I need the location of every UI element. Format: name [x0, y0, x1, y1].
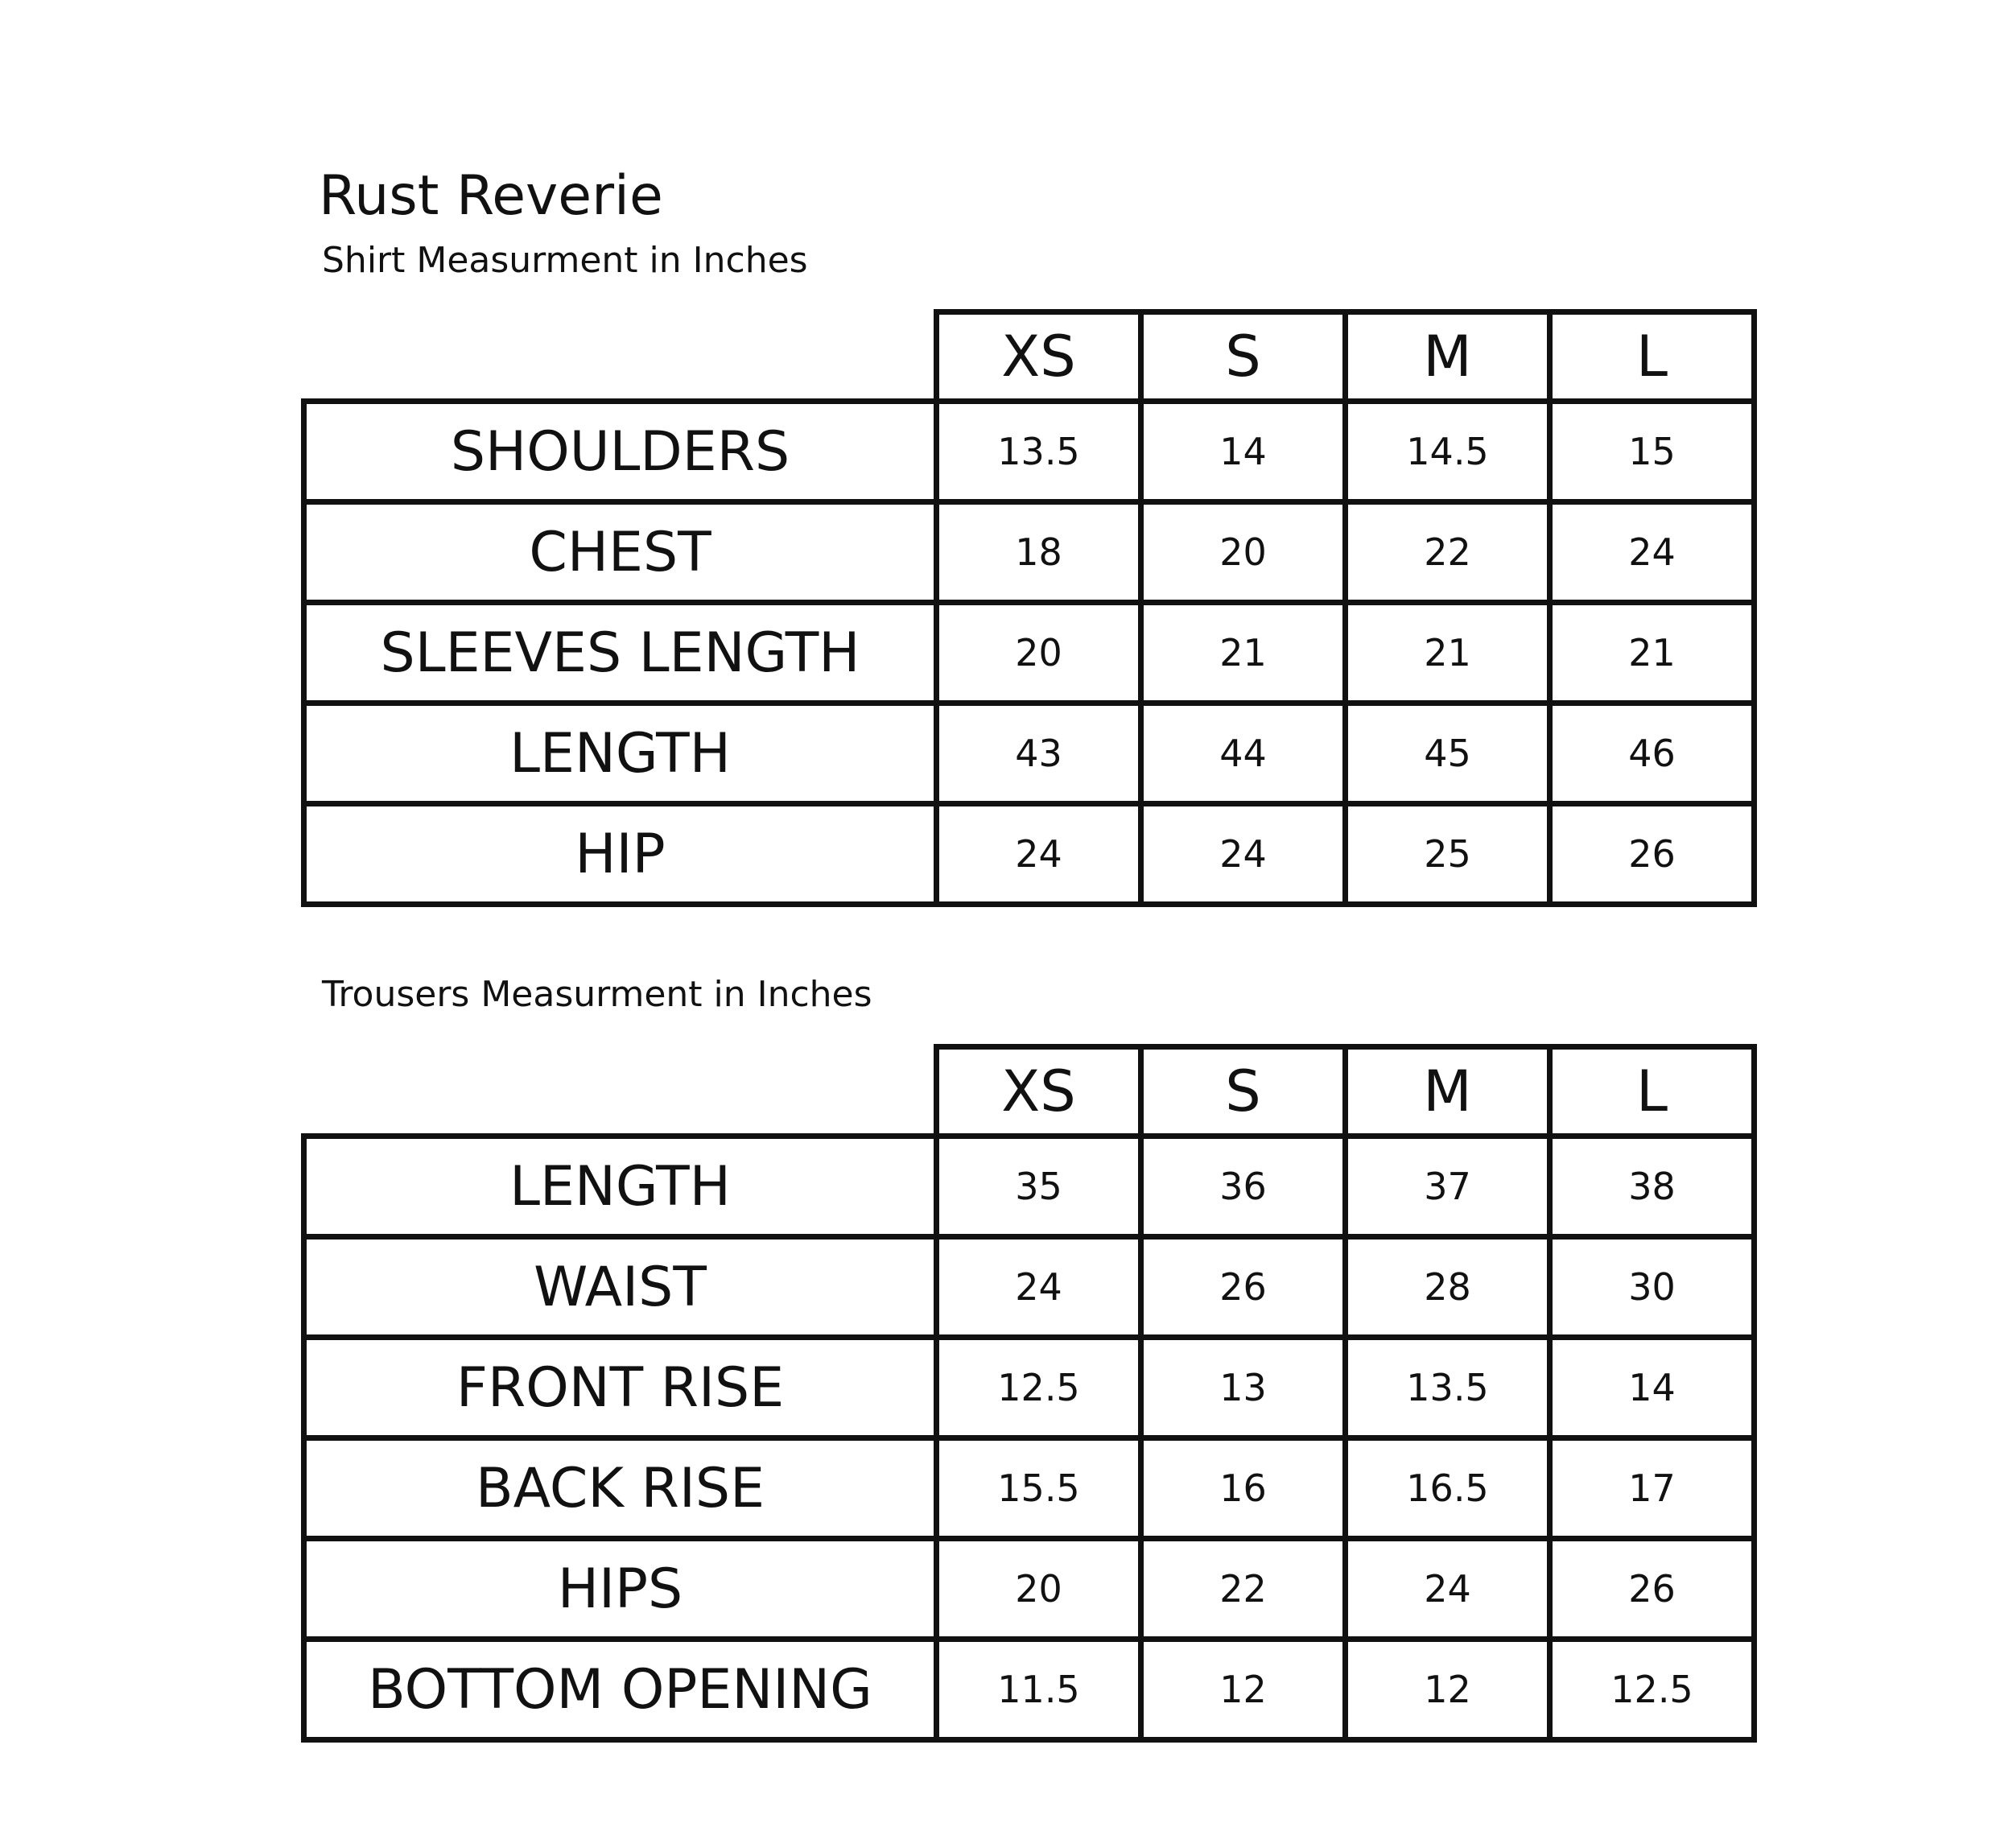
table-cell: 16.5: [1346, 1438, 1550, 1539]
table-cell: 17: [1550, 1438, 1755, 1539]
table-row: [304, 1136, 1755, 1237]
table-cell: 20: [1141, 502, 1346, 603]
header-row: [304, 312, 1755, 402]
table-row: [304, 1338, 1755, 1438]
table-cell: 13.5: [937, 402, 1141, 502]
page-title: Rust Reverie: [319, 164, 663, 228]
table-row: [304, 1539, 1755, 1640]
trousers-size-table: [301, 1044, 1757, 1743]
table-cell: 14: [1141, 402, 1346, 502]
table-cell: 28: [1346, 1237, 1550, 1338]
table-cell: 24: [937, 804, 1141, 905]
table-cell: 22: [1141, 1539, 1346, 1640]
size-header: L: [1550, 1047, 1755, 1136]
table-cell: 21: [1550, 603, 1755, 703]
trousers-table-caption: Trousers Measurment in Inches: [322, 974, 872, 1015]
table-cell: 12.5: [1550, 1640, 1755, 1740]
table-cell: 14.5: [1346, 402, 1550, 502]
table-cell: 26: [1550, 1539, 1755, 1640]
table-cell: 24: [1141, 804, 1346, 905]
size-header: M: [1346, 1047, 1550, 1136]
row-label: LENGTH: [304, 703, 937, 804]
row-label: CHEST: [304, 502, 937, 603]
table-cell: 38: [1550, 1136, 1755, 1237]
size-header: S: [1141, 1047, 1346, 1136]
size-header: M: [1346, 312, 1550, 402]
table-cell: 18: [937, 502, 1141, 603]
table-cell: 13: [1141, 1338, 1346, 1438]
table-cell: 21: [1346, 603, 1550, 703]
table-cell: 30: [1550, 1237, 1755, 1338]
table-cell: 24: [1346, 1539, 1550, 1640]
size-header: L: [1550, 312, 1755, 402]
table-cell: 20: [937, 603, 1141, 703]
table-cell: 20: [937, 1539, 1141, 1640]
table-cell: 35: [937, 1136, 1141, 1237]
table-row: [304, 1438, 1755, 1539]
corner-cell: [304, 1047, 937, 1136]
shirt-size-table: [301, 309, 1757, 907]
table-row: [304, 1640, 1755, 1740]
table-cell: 45: [1346, 703, 1550, 804]
table-cell: 37: [1346, 1136, 1550, 1237]
row-label: LENGTH: [304, 1136, 937, 1237]
row-label: BACK RISE: [304, 1438, 937, 1539]
table-row: [304, 804, 1755, 905]
size-header: XS: [937, 1047, 1141, 1136]
row-label: WAIST: [304, 1237, 937, 1338]
table-row: [304, 402, 1755, 502]
table-cell: 13.5: [1346, 1338, 1550, 1438]
table-cell: 22: [1346, 502, 1550, 603]
table-cell: 12: [1141, 1640, 1346, 1740]
table-cell: 12: [1346, 1640, 1550, 1740]
size-header: XS: [937, 312, 1141, 402]
table-cell: 21: [1141, 603, 1346, 703]
table-cell: 26: [1550, 804, 1755, 905]
table-cell: 36: [1141, 1136, 1346, 1237]
corner-cell: [304, 312, 937, 402]
table-cell: 46: [1550, 703, 1755, 804]
row-label: BOTTOM OPENING: [304, 1640, 937, 1740]
table-cell: 26: [1141, 1237, 1346, 1338]
table-cell: 11.5: [937, 1640, 1141, 1740]
table-cell: 15.5: [937, 1438, 1141, 1539]
table-row: [304, 703, 1755, 804]
table-cell: 43: [937, 703, 1141, 804]
table-cell: 14: [1550, 1338, 1755, 1438]
size-header: S: [1141, 312, 1346, 402]
table-cell: 24: [1550, 502, 1755, 603]
row-label: SLEEVES LENGTH: [304, 603, 937, 703]
table-row: [304, 1237, 1755, 1338]
table-row: [304, 502, 1755, 603]
table-cell: 24: [937, 1237, 1141, 1338]
table-cell: 16: [1141, 1438, 1346, 1539]
table-row: [304, 603, 1755, 703]
table-cell: 25: [1346, 804, 1550, 905]
table-cell: 12.5: [937, 1338, 1141, 1438]
row-label: FRONT RISE: [304, 1338, 937, 1438]
row-label: HIP: [304, 804, 937, 905]
shirt-table-caption: Shirt Measurment in Inches: [322, 240, 808, 281]
table-cell: 15: [1550, 402, 1755, 502]
row-label: SHOULDERS: [304, 402, 937, 502]
table-cell: 44: [1141, 703, 1346, 804]
row-label: HIPS: [304, 1539, 937, 1640]
header-row: [304, 1047, 1755, 1136]
